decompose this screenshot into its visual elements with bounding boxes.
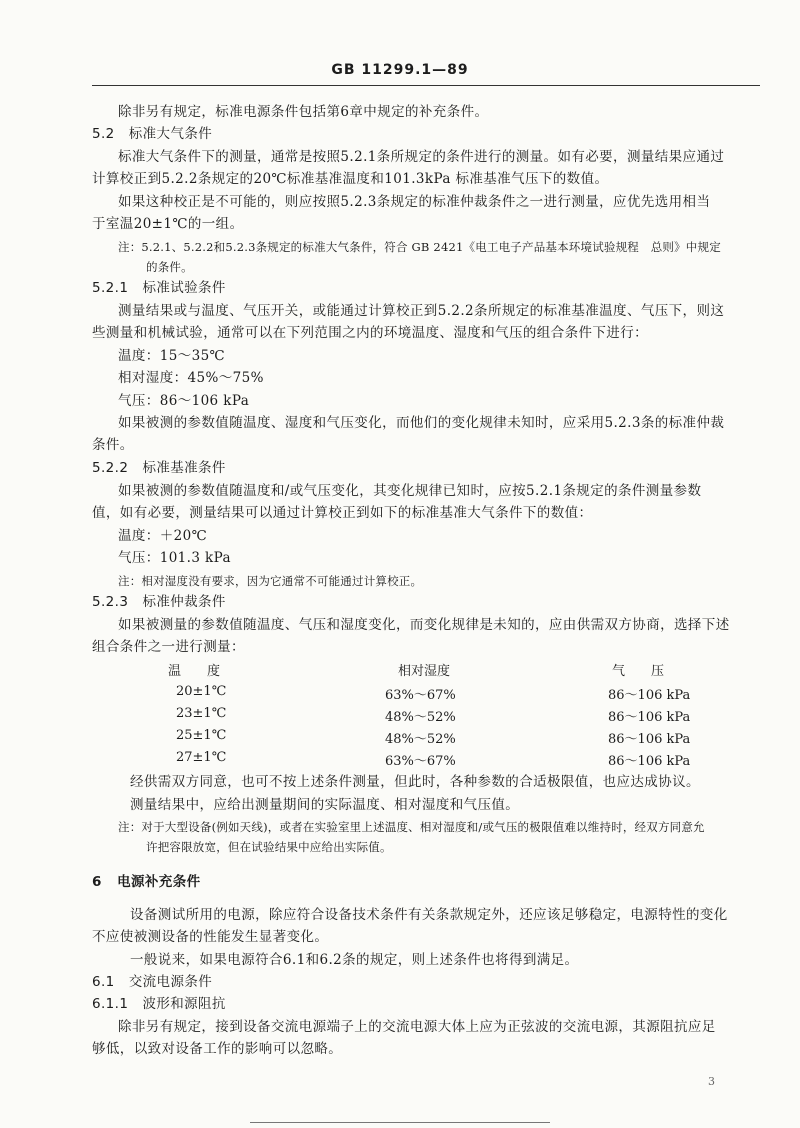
- pressure-range: 气压：86～106 kPa: [118, 393, 250, 409]
- table-cell: 20±1℃: [176, 684, 227, 699]
- section-number: 6: [92, 874, 102, 890]
- section-title: 标准基准条件: [142, 460, 226, 476]
- table-cell: 48%～52%: [385, 710, 456, 725]
- section-6-1-1-heading: [92, 996, 226, 1012]
- paragraph-line: 一般说来，如果电源符合6.1和6.2条的规定，则上述条件也将得到满足。: [130, 952, 579, 968]
- section-5-2-2-heading: [92, 460, 226, 476]
- reference-pressure: 气压：101.3 kPa: [118, 550, 231, 566]
- note-line: 许把容限放宽，但在试验结果中应给出实际值。: [146, 840, 392, 854]
- section-title: 电源补充条件: [117, 874, 201, 890]
- humidity-range: 相对湿度：45%～75%: [118, 370, 264, 386]
- note-line: 注：5.2.1、5.2.2和5.2.3条规定的标准大气条件，符合 GB 2421《电工电子产品基本环境试验规程 总则》中规定: [118, 240, 721, 254]
- section-number: 5.2.3: [92, 594, 129, 610]
- section-number: 5.2.2: [92, 460, 129, 476]
- paragraph-line: 设备测试所用的电源，除应符合设备技术条件有关条款规定外，还应该足够稳定，电源特性的变化: [130, 907, 728, 923]
- paragraph-line: 标准大气条件下的测量，通常是按照5.2.1条所规定的条件进行的测量。如有必要，测量结果应通过: [118, 149, 725, 165]
- paragraph-line: 于室温20±1℃的一组。: [92, 216, 244, 232]
- paragraph-line: 计算校正到5.2.2条规定的20℃标准基准温度和101.3kPa 标准基准气压下的数值。: [92, 171, 609, 187]
- section-5-2-1-heading: [92, 280, 226, 296]
- table-cell: 86～106 kPa: [608, 754, 691, 769]
- paragraph-line: 组合条件之一进行测量：: [92, 639, 245, 655]
- paragraph-line: 条件。: [92, 437, 134, 453]
- paragraph-line: 如果被测的参数值随温度、湿度和气压变化，而他们的变化规律未知时，应采用5.2.3条的标准仲裁: [118, 415, 725, 431]
- table-cell: 86～106 kPa: [608, 710, 691, 725]
- paragraph-line: 值，如有必要，测量结果可以通过计算校正到如下的标准基准大气条件下的数值：: [92, 505, 593, 521]
- table-header-humidity: 相对湿度: [398, 664, 451, 679]
- page-number: 3: [708, 1075, 715, 1088]
- footer-rule: [250, 1122, 550, 1123]
- section-6-heading: [92, 874, 201, 890]
- table-cell: 27±1℃: [176, 750, 227, 765]
- section-number: 6.1.1: [92, 996, 129, 1012]
- table-cell: 63%～67%: [385, 688, 456, 703]
- section-5-2-3-heading: [92, 594, 226, 610]
- reference-temperature: 温度：＋20℃: [118, 528, 208, 544]
- table-cell: 86～106 kPa: [608, 732, 691, 747]
- note-line: 的条件。: [146, 260, 193, 274]
- paragraph-line: 不应使被测设备的性能发生显著变化。: [92, 929, 329, 945]
- section-number: 5.2.1: [92, 280, 129, 296]
- table-cell: 23±1℃: [176, 706, 227, 721]
- section-number: 6.1: [92, 974, 115, 990]
- table-cell: 48%～52%: [385, 732, 456, 747]
- temperature-range: 温度：15～35℃: [118, 348, 226, 364]
- header-rule: [92, 85, 760, 86]
- note-line: 注：对于大型设备(例如天线)，或者在实验室里上述温度、相对湿度和/或气压的极限值难以维持时，经双方同意允: [118, 820, 705, 834]
- section-5-2-heading: [92, 126, 212, 142]
- note-line: 注：相对湿度没有要求，因为它通常不可能通过计算校正。: [118, 574, 423, 588]
- paragraph-line: 够低，以致对设备工作的影响可以忽略。: [92, 1041, 343, 1057]
- paragraph-line: 经供需双方同意，也可不按上述条件测量，但此时，各种参数的合适极限值，也应达成协议。: [130, 774, 700, 790]
- paragraph-line: 如果被测量的参数值随温度、气压和湿度变化，而变化规律是未知的，应由供需双方协商，选择下述: [118, 617, 730, 633]
- table-cell: 63%～67%: [385, 754, 456, 769]
- table-cell: 25±1℃: [176, 728, 227, 743]
- paragraph-line: 如果被测的参数值随温度和/或气压变化，其变化规律已知时，应按5.2.1条规定的条件测量参数: [118, 483, 702, 499]
- section-title: 波形和源阻抗: [142, 996, 226, 1012]
- section-title: 交流电源条件: [128, 974, 213, 990]
- table-header-pressure: 气 压: [612, 664, 665, 679]
- table-header-temperature: 温 度: [168, 664, 221, 679]
- section-title: 标准试验条件: [142, 280, 226, 296]
- document-code-header: GB 11299.1—89: [331, 62, 469, 78]
- paragraph-line: 测量结果中，应给出测量期间的实际温度、相对湿度和气压值。: [130, 797, 520, 813]
- section-title: 标准仲裁条件: [142, 594, 226, 610]
- intro-paragraph: 除非另有规定，标准电源条件包括第6章中规定的补充条件。: [118, 104, 489, 120]
- section-6-1-heading: [92, 974, 212, 990]
- paragraph-line: 测量结果或与温度、气压开关，或能通过计算校正到5.2.2条所规定的标准基准温度、气压下，则这: [118, 303, 725, 319]
- table-cell: 86～106 kPa: [608, 688, 691, 703]
- paragraph-line: 些测量和机械试验，通常可以在下列范围之内的环境温度、湿度和气压的组合条件下进行：: [92, 325, 648, 341]
- paragraph-line: 如果这种校正是不可能的，则应按照5.2.3条规定的标准仲裁条件之一进行测量，应优先选用相当: [118, 194, 711, 210]
- paragraph-line: 除非另有规定，接到设备交流电源端子上的交流电源大体上应为正弦波的交流电源，其源阻抗应足: [118, 1019, 716, 1035]
- section-title: 标准大气条件: [128, 126, 213, 142]
- section-number: 5.2: [92, 126, 115, 142]
